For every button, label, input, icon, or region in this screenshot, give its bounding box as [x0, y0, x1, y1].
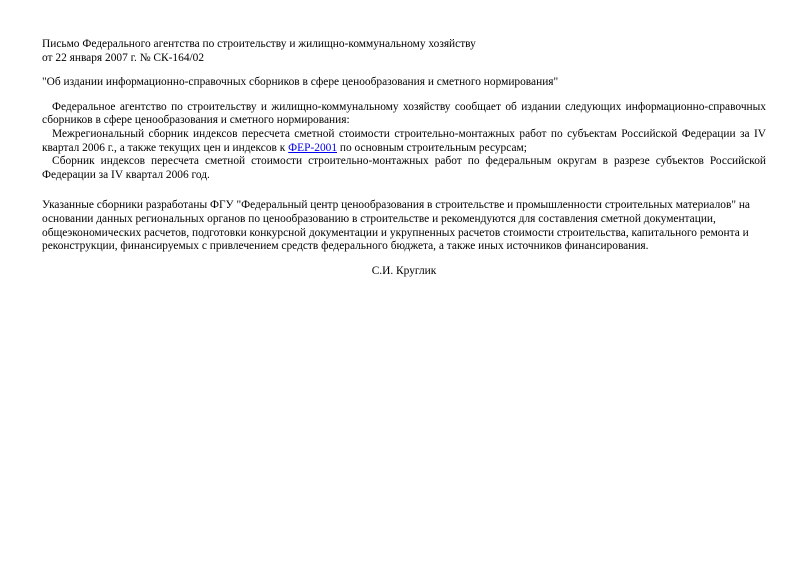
- intro-paragraph: Федеральное агентство по строительству и жилищно-коммунальному хозяйству сообщает об издании следующих информационно-справочных сборников в сфере ценообразования и сметного нормирования:: [42, 100, 766, 127]
- list-item-1-text-before: Межрегиональный сборник индексов пересчета сметной стоимости строительно-монтажных работ по субъектам Российской Федерации за IV квартал 2006 г., а также текущих цен и индексов к: [42, 127, 766, 154]
- list-item-1: [42, 128, 766, 155]
- list-item-1-text-after: по основным строительным ресурсам;: [337, 141, 527, 154]
- document-title-line1: Письмо Федерального агентства по строительству и жилищно-коммунальному хозяйству: [42, 38, 476, 50]
- fer-2001-link[interactable]: ФЕР-2001: [288, 141, 338, 154]
- document-page: [42, 38, 766, 278]
- document-subject: "Об издании информационно-справочных сборников в сфере ценообразования и сметного нормирования": [42, 76, 559, 89]
- list-item-2: Сборник индексов пересчета сметной стоимости строительно-монтажных работ по федеральным округам в разрезе субъектов Российской Федерации за IV квартал 2006 год.: [42, 155, 766, 181]
- document-date-number: от 22 января 2007 г. № СК-164/02: [42, 51, 205, 64]
- signature: С.И. Круглик: [371, 264, 437, 277]
- closing-paragraph: Указанные сборники разработаны ФГУ "Федеральный центр ценообразования в строительстве и промышленности строительных материалов" на основании данных региональных органов по ценообразованию в строительстве и рекомендуются для составления сметной документации, общеэкономических расчетов, подготовки конкурсной документации и укрупненных расчетов стоимости строительства, капитального ремонта и реконструкции, финансируемых с привлечением средств федерального бюджета, а также иных источников финансирования.: [42, 199, 750, 253]
